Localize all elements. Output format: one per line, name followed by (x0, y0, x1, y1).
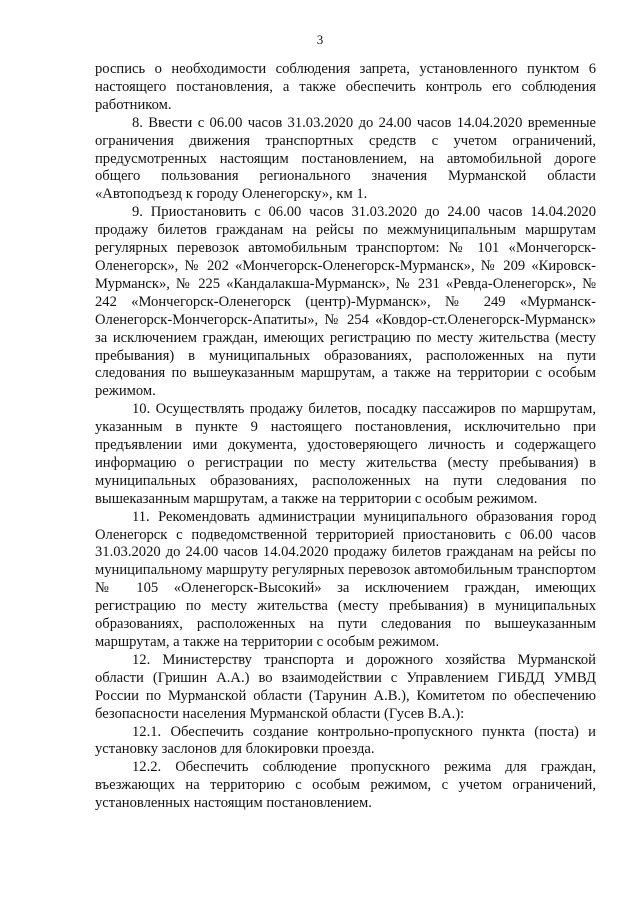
paragraph-7-continuation: роспись о необходимости соблюдения запрета, установленного пунктом 6 настоящего постановления, а также обеспечить контроль его соблюдения работником. (95, 61, 596, 113)
page-number: 3 (316, 32, 324, 47)
paragraph-10: 10. Осуществлять продажу билетов, посадку пассажиров по маршрутам, указанным в пункте 9 настоящего постановления, исключительно при предъявлении ими документа, удостоверяющего личность и содержащего информацию о регистрации по месту жительства (месту пребывания) в муниципальных образованиях, расположенных на пути следования по вышеказанным маршрутам, а также на территории с особым режимом. (95, 401, 596, 507)
paragraph-9: 9. Приостановить с 06.00 часов 31.03.2020 до 24.00 часов 14.04.2020 продажу билетов гражданам на рейсы по межмуниципальным маршрутам регулярных перевозок автомобильным транспортом: № 101 «Мончегорск-Оленегорск», № 202 «Мончегорск-Оленегорск-Мурманск», № 209 «Кировск-Мурманск», № 225 «Кандалакша-Мурманск», № 231 «Ревда-Оленегорск», № 242 «Мончегорск-Оленегорск (центр)-Мурманск», № 249 «Мурманск-Оленегорск-Мончегорск-Апатиты», № 254 «Ковдор-ст.Оленегорск-Мурманск» за исключением граждан, имеющих регистрацию по месту жительства (месту пребывания) в муниципальных образованиях, расположенных на пути следования по вышеуказанным маршрутам, а также на территории с особым режимом. (95, 204, 596, 400)
paragraph-12-1: 12.1. Обеспечить создание контрольно-пропускного пункта (поста) и установку заслонов для блокировки проезда. (95, 723, 596, 758)
paragraph-8: 8. Ввести с 06.00 часов 31.03.2020 до 24.00 часов 14.04.2020 временные ограничения движения транспортных средств с учетом ограничений, предусмотренных настоящим постановлением, на автомобильной дороге общего пользования регионального значения Мурманской области «Автоподъезд к городу Оленегорску», км 1. (95, 114, 596, 203)
document-body (95, 61, 596, 813)
paragraph-12-2: 12.2. Обеспечить соблюдение пропускного режима для граждан, въезжающих на территорию с особым режимом, с учетом ограничений, установленных настоящим постановлением. (95, 759, 596, 812)
paragraph-11: 11. Рекомендовать администрации муниципального образования город Оленегорск с подведомственной территорией приостановить с 06.00 часов 31.03.2020 до 24.00 часов 14.04.2020 продажу билетов гражданам на рейсы по муниципальному маршруту регулярных перевозок автомобильным транспортом № 105 «Оленегорск-Высокий» за исключением граждан, имеющих регистрацию по месту жительства (месту пребывания) в муниципальных образованиях, расположенных на пути следования по вышеуказанным маршрутам, а также на территории с особым режимом. (95, 508, 596, 650)
paragraph-12: 12. Министерству транспорта и дорожного хозяйства Мурманской области (Гришин А.А.) во взаимодействии с Управлением ГИБДД УМВД России по Мурманской области (Тарунин А.В.), Комитетом по обеспечению безопасности населения Мурманской области (Гусев В.А.): (95, 651, 596, 722)
